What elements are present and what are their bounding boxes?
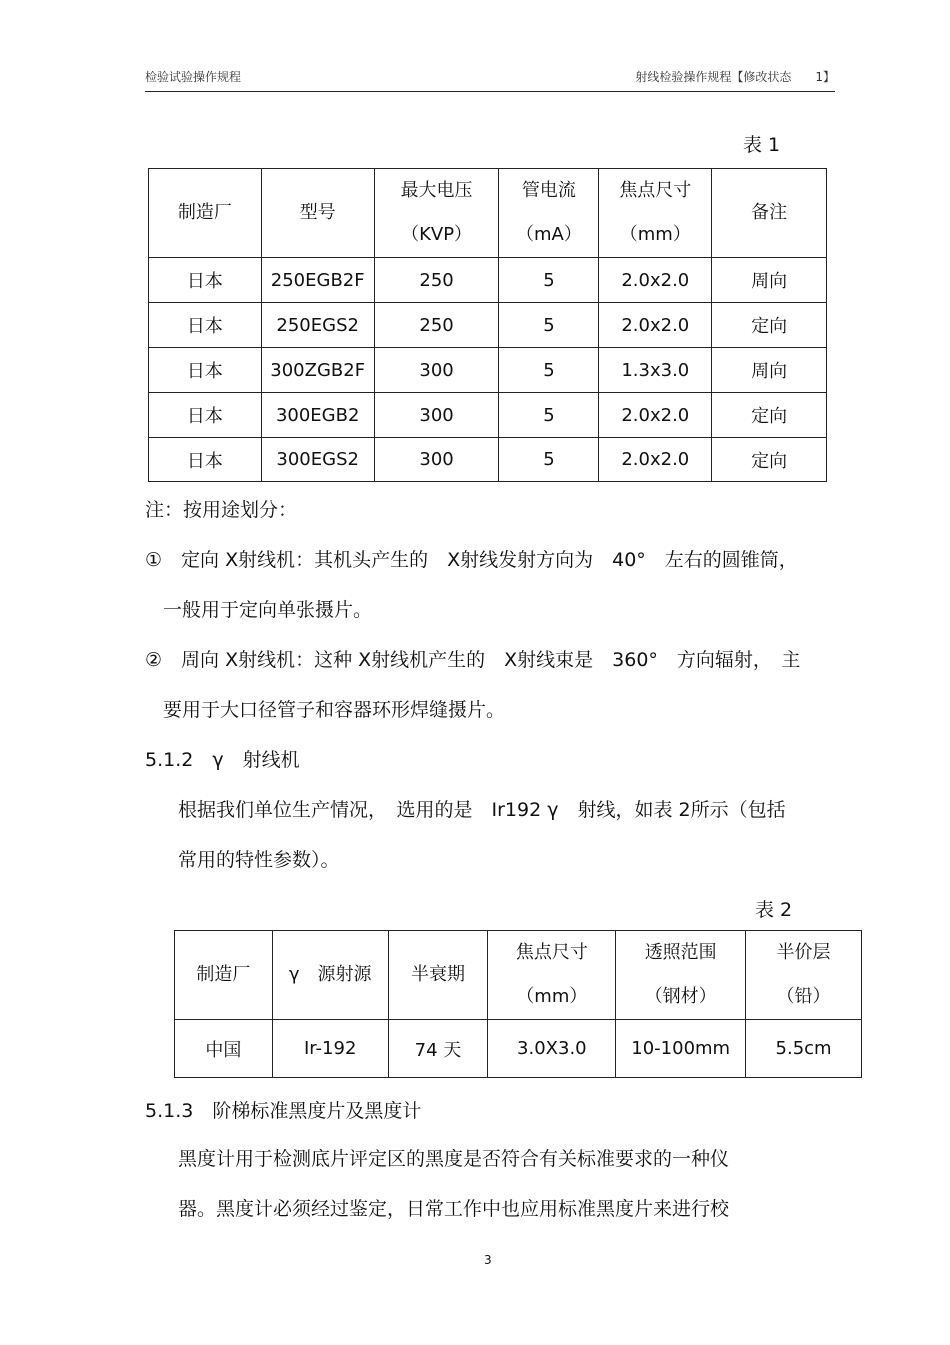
table-cell: 300 — [374, 348, 499, 393]
table-cell: 周向 — [712, 258, 827, 303]
table-cell: 300EGS2 — [261, 438, 374, 482]
table2-header-cell: 制造厂 — [175, 931, 273, 1020]
table1-header-cell: 备注 — [712, 169, 827, 258]
table-cell: 300 — [374, 438, 499, 482]
table-cell: 5 — [499, 303, 599, 348]
table2-header-cell: 半衰期 — [388, 931, 488, 1020]
table-cell: 300EGB2 — [261, 393, 374, 438]
table-cell: 定向 — [712, 438, 827, 482]
table-cell: 2.0x2.0 — [599, 393, 712, 438]
table-cell: 300ZGB2F — [261, 348, 374, 393]
table-cell: 300 — [374, 393, 499, 438]
table-row — [149, 393, 827, 438]
table-cell: 250EGS2 — [261, 303, 374, 348]
table-cell: 2.0x2.0 — [599, 258, 712, 303]
table-cell: 周向 — [712, 348, 827, 393]
header-right: 射线检验操作规程【修改状态 1】 — [635, 70, 835, 84]
table-cell: 5 — [499, 258, 599, 303]
table1-header-cell: 型号 — [261, 169, 374, 258]
section-513-heading: 5.1.3 阶梯标准黑度片及黑度计 — [145, 1100, 422, 1122]
header-rule — [145, 91, 835, 92]
table2-header-cell: 半价层 （铅） — [746, 931, 862, 1020]
table-row — [149, 303, 827, 348]
table-cell: 日本 — [149, 258, 262, 303]
section-512-para-line-2: 常用的特性参数）。 — [178, 849, 340, 871]
section-512-para-line-1: 根据我们单位生产情况， 选用的是 Ir192 γ 射线，如表 2所示（包括 — [178, 799, 786, 821]
table-cell: 250EGB2F — [261, 258, 374, 303]
table-cell: 中国 — [175, 1020, 273, 1078]
table-cell: 5 — [499, 348, 599, 393]
table-row — [175, 1020, 862, 1078]
table-row — [149, 348, 827, 393]
table-cell: 250 — [374, 303, 499, 348]
table-cell: 定向 — [712, 303, 827, 348]
note-item-2-line-2: 要用于大口径管子和容器环形焊缝摄片。 — [163, 699, 506, 721]
table-row — [149, 258, 827, 303]
table-cell: 日本 — [149, 303, 262, 348]
table1-caption: 表 1 — [743, 134, 781, 156]
section-512-heading: 5.1.2 γ 射线机 — [145, 749, 300, 771]
table-cell: 5 — [499, 393, 599, 438]
table1-header-cell: 最大电压 （KVP） — [374, 169, 499, 258]
table1-header-cell: 制造厂 — [149, 169, 262, 258]
table2-header-cell: γ 源射源 — [272, 931, 388, 1020]
table-cell: 2.0x2.0 — [599, 303, 712, 348]
section-513-para-line-1: 黑度计用于检测底片评定区的黑度是否符合有关标准要求的一种仪 — [178, 1148, 730, 1170]
table2-header-cell: 焦点尺寸 （mm） — [488, 931, 616, 1020]
table2 — [174, 930, 862, 1078]
table-cell: 10-100mm — [616, 1020, 746, 1078]
table-cell: 日本 — [149, 393, 262, 438]
table2-header-cell: 透照范围 （钢材） — [616, 931, 746, 1020]
table-cell: 250 — [374, 258, 499, 303]
table-cell: 日本 — [149, 348, 262, 393]
note-item-1-line-1: ① 定向 X射线机：其机头产生的 X射线发射方向为 40° 左右的圆锥筒， — [145, 549, 798, 571]
table1-header-row — [149, 169, 827, 258]
table-cell: Ir-192 — [272, 1020, 388, 1078]
table2-caption: 表 2 — [755, 899, 793, 921]
table1 — [148, 168, 827, 482]
notes-title: 注：按用途划分： — [145, 499, 298, 521]
table-cell: 日本 — [149, 438, 262, 482]
header-left: 检验试验操作规程 — [145, 70, 242, 84]
table-cell: 1.3x3.0 — [599, 348, 712, 393]
table1-header-cell: 焦点尺寸 （mm） — [599, 169, 712, 258]
table-row — [149, 438, 827, 482]
note-item-2-line-1: ② 周向 X射线机：这种 X射线机产生的 X射线束是 360° 方向辐射， 主 — [145, 649, 801, 671]
table-cell: 定向 — [712, 393, 827, 438]
table-cell: 74 天 — [388, 1020, 488, 1078]
table2-header-row — [175, 931, 862, 1020]
table1-header-cell: 管电流 （mA） — [499, 169, 599, 258]
table-cell: 2.0x2.0 — [599, 438, 712, 482]
table-cell: 5 — [499, 438, 599, 482]
section-513-para-line-2: 器。黑度计必须经过鉴定，日常工作中也应用标准黑度片来进行校 — [178, 1198, 730, 1220]
table-cell: 3.0X3.0 — [488, 1020, 616, 1078]
note-item-1-line-2: 一般用于定向单张摄片。 — [163, 599, 373, 621]
page-number: 3 — [484, 1253, 492, 1267]
table-cell: 5.5cm — [746, 1020, 862, 1078]
